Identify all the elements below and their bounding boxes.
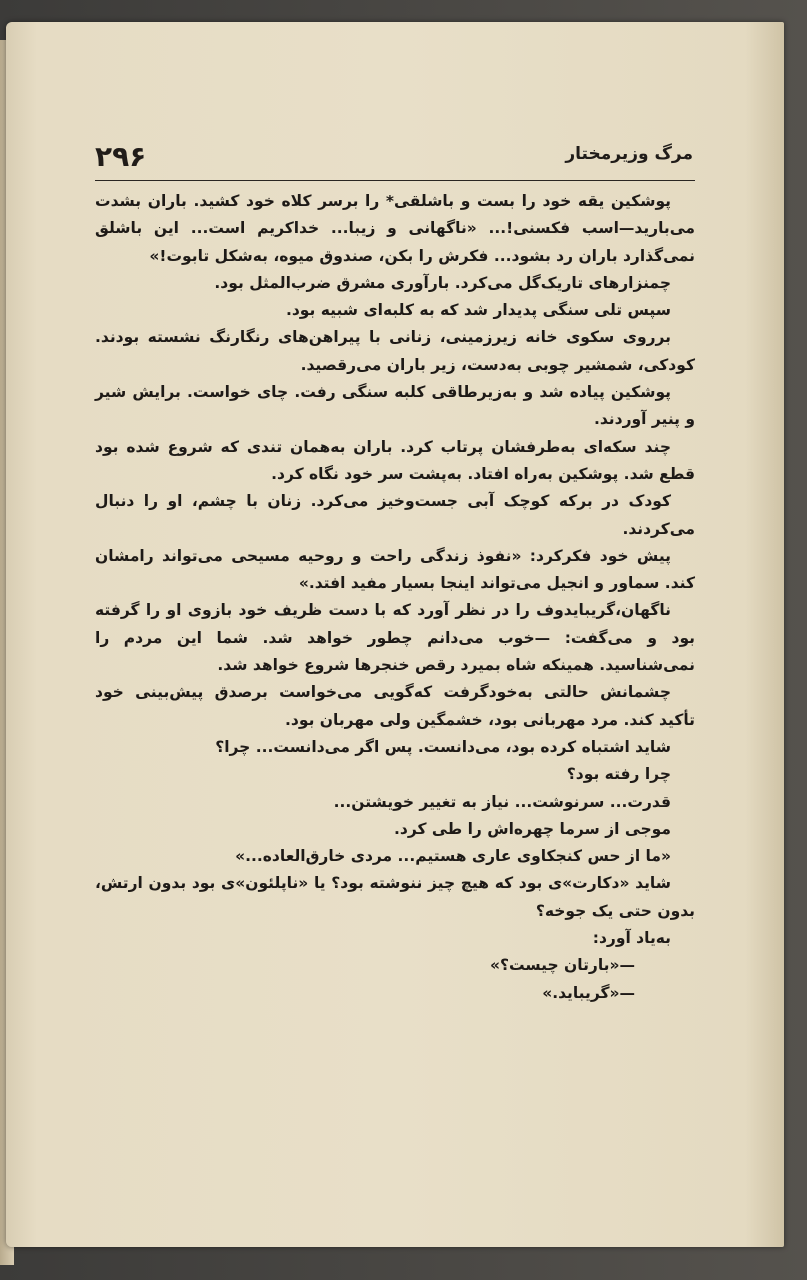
dialogue-line: —«گریباید.» [542, 983, 635, 1002]
dialogue-line: —«بارتان چیست؟» [489, 956, 635, 975]
paragraph: کودک در برکه کوچک آبی جست‌وخیز می‌کرد. زنان با چشم، او را دنبال می‌کردند. [95, 492, 695, 538]
running-title: مرگ وزیرمختار [565, 144, 693, 164]
paragraph: چمنزارهای تاریک‌گل می‌کرد. بارآوری مشرق ضرب‌المثل بود. [214, 273, 671, 292]
paragraph: پوشکین پیاده شد و به‌زیرطاقی کلبه سنگی رفت. چای خواست. برایش شیر و پنیر آوردند. [95, 383, 695, 429]
paragraph: برروی سکوی خانه زیرزمینی، زنانی با پیراهن‌های رنگارنگ نشسته بودند. کودکی، شمشیر چوبی به‌دست، زیر باران می‌رقصید. [95, 328, 695, 374]
paragraph: قدرت... سرنوشت... نیاز به تغییر خویشتن... [333, 792, 671, 811]
paragraph: چرا رفته بود؟ [566, 765, 671, 784]
body-text [95, 188, 695, 1148]
paragraph: موجی از سرما چهره‌اش را طی کرد. [394, 819, 671, 838]
page-header [95, 138, 695, 181]
paragraph: پیش خود فکرکرد: «نفوذ زندگی راحت و روحیه مسیحی می‌تواند رامشان کند. سماور و انجیل می‌تواند اینجا بسیار مفید افتد.» [95, 546, 695, 593]
paragraph: «ما از حس کنجکاوی عاری هستیم... مردی خارق‌العاده...» [235, 847, 671, 866]
paragraph: شاید اشتباه کرده بود، می‌دانست. پس اگر می‌دانست... چرا؟ [215, 737, 671, 756]
paragraph: چشمانش حالتی به‌خودگرفت که‌گویی می‌خواست برصدق پیش‌بینی خود تأکید کند. مرد مهربانی بود، خشمگین ولی مهربان بود. [95, 683, 695, 729]
paragraph: چند سکه‌ای به‌طرفشان پرتاب کرد. باران به‌همان تندی که شروع شده بود قطع شد. پوشکین به‌راه افتاد. به‌پشت سر خود نگاه کرد. [95, 437, 695, 483]
paragraph: سپس تلی سنگی پدیدار شد که به کلبه‌ای شبیه بود. [285, 301, 671, 320]
paragraph: پوشکین یقه خود را بست و باشلقی* را برسر کلاه خود کشید. باران بشدت می‌بارید—اسب فکسنی!... «ناگهانی و زیبا... خداکریم است... این باشلق نمی‌گذارد باران رد بشود... فکرش را بکن، صندوق میوه، به‌شکل تابوت!» [95, 192, 695, 265]
paragraph: ناگهان،گریبایدوف را در نظر آورد که با دست ظریف خود بازوی او را گرفته بود و می‌گفت: —خوب می‌دانم چطور خواهد شد. شما این مردم را نمی‌شناسید. همینکه شاه بمیرد رقص خنجرها شروع خواهد شد. [95, 601, 695, 675]
paragraph: به‌یاد آورد: [592, 929, 671, 948]
page-number: ۲۹۶ [95, 140, 147, 173]
paragraph: شاید «دکارت»ی بود که هیچ چیز ننوشته بود؟ یا «ناپلئون»ی بود بدون ارتش، بدون حتی یک جوخه؟ [95, 874, 695, 920]
